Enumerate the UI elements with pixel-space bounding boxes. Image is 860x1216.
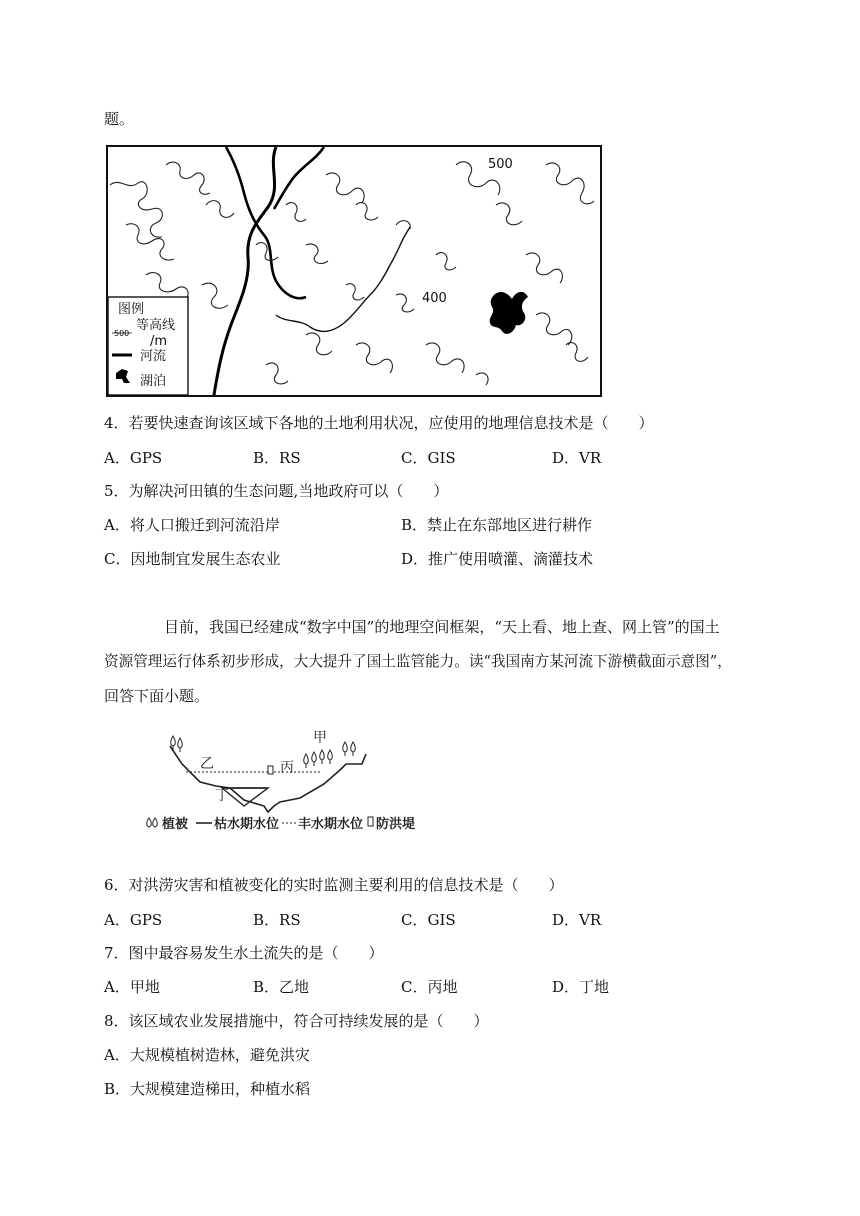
- q4-option-d[interactable]: D．VR: [552, 449, 602, 467]
- q4-option-b[interactable]: B．RS: [253, 449, 301, 467]
- passage-line-2: 资源管理运行体系初步形成，大大提升了国土监管能力。读“我国南方某河流下游横截面示意图”，: [104, 653, 732, 670]
- contour-map-figure: [106, 145, 602, 397]
- q5-option-a[interactable]: A．将人口搬迁到河流沿岸: [104, 516, 280, 534]
- question-6-stem: 6．对洪涝灾害和植被变化的实时监测主要利用的信息技术是（ ）: [104, 876, 564, 894]
- legend-contour-sample: 500: [114, 329, 130, 338]
- question-8-stem: 8．该区域农业发展措施中，符合可持续发展的是（ ）: [104, 1012, 489, 1030]
- q7-option-a[interactable]: A．甲地: [104, 978, 160, 996]
- legend-vegetation-icon: [147, 818, 158, 827]
- q5-option-b[interactable]: B．禁止在东部地区进行耕作: [401, 516, 593, 534]
- label-yi: 乙: [200, 756, 214, 772]
- question-5-stem: 5．为解决河田镇的生态问题,当地政府可以（ ）: [104, 482, 449, 500]
- legend-title: 图例: [118, 302, 145, 317]
- passage-line-3: 回答下面小题。: [104, 687, 210, 705]
- cross-section-legend: [147, 816, 415, 832]
- legend-dry-level-label: 枯水期水位: [214, 817, 280, 832]
- q6-option-c[interactable]: C．GIS: [401, 911, 456, 929]
- legend-flood-level-label: 丰水期水位: [298, 817, 364, 832]
- question-7-stem: 7．图中最容易发生水土流失的是（ ）: [104, 944, 384, 962]
- q6-option-a[interactable]: A．GPS: [104, 911, 163, 929]
- legend-levee-icon: [368, 817, 373, 826]
- legend-contour-label: 等高线: [136, 318, 176, 333]
- q7-option-b[interactable]: B．乙地: [253, 978, 310, 996]
- contour-400-label: 400: [422, 291, 447, 306]
- passage-line-1: 目前，我国已经建成“数字中国”的地理空间框架，“天上看、地上查、网上管”的国土: [164, 618, 720, 636]
- vegetation-icons: [171, 736, 356, 768]
- q4-option-a[interactable]: A．GPS: [104, 449, 163, 467]
- river-cross-section-figure: [140, 724, 440, 836]
- q8-option-a[interactable]: A．大规模植树造林，避免洪灾: [104, 1046, 310, 1064]
- continued-text: 题。: [104, 110, 135, 128]
- q6-option-d[interactable]: D．VR: [552, 911, 602, 929]
- question-4-stem: 4．若要快速查询该区域下各地的土地利用状况，应使用的地理信息技术是（ ）: [104, 414, 654, 432]
- q8-option-b[interactable]: B．大规模建造梯田，种植水稻: [104, 1080, 311, 1098]
- label-jia: 甲: [313, 730, 327, 746]
- q7-option-c[interactable]: C．丙地: [401, 978, 458, 996]
- q5-option-c[interactable]: C．因地制宜发展生态农业: [104, 550, 281, 568]
- map-legend: [108, 297, 188, 395]
- legend-river-label: 河流: [140, 349, 167, 364]
- contour-500-label: 500: [488, 157, 513, 172]
- label-ding: 丁: [215, 788, 229, 804]
- legend-vegetation-label: 植被: [162, 817, 189, 832]
- q6-option-b[interactable]: B．RS: [253, 911, 301, 929]
- label-bing: 丙: [280, 760, 294, 776]
- legend-contour-unit: /m: [150, 334, 168, 349]
- legend-lake-label: 湖泊: [140, 374, 167, 389]
- legend-levee-label: 防洪堤: [376, 817, 416, 832]
- q4-option-c[interactable]: C．GIS: [401, 449, 456, 467]
- levee-marker: [268, 766, 273, 774]
- q5-option-d[interactable]: D．推广使用喷灌、滴灌技术: [401, 550, 594, 568]
- q7-option-d[interactable]: D．丁地: [552, 978, 610, 996]
